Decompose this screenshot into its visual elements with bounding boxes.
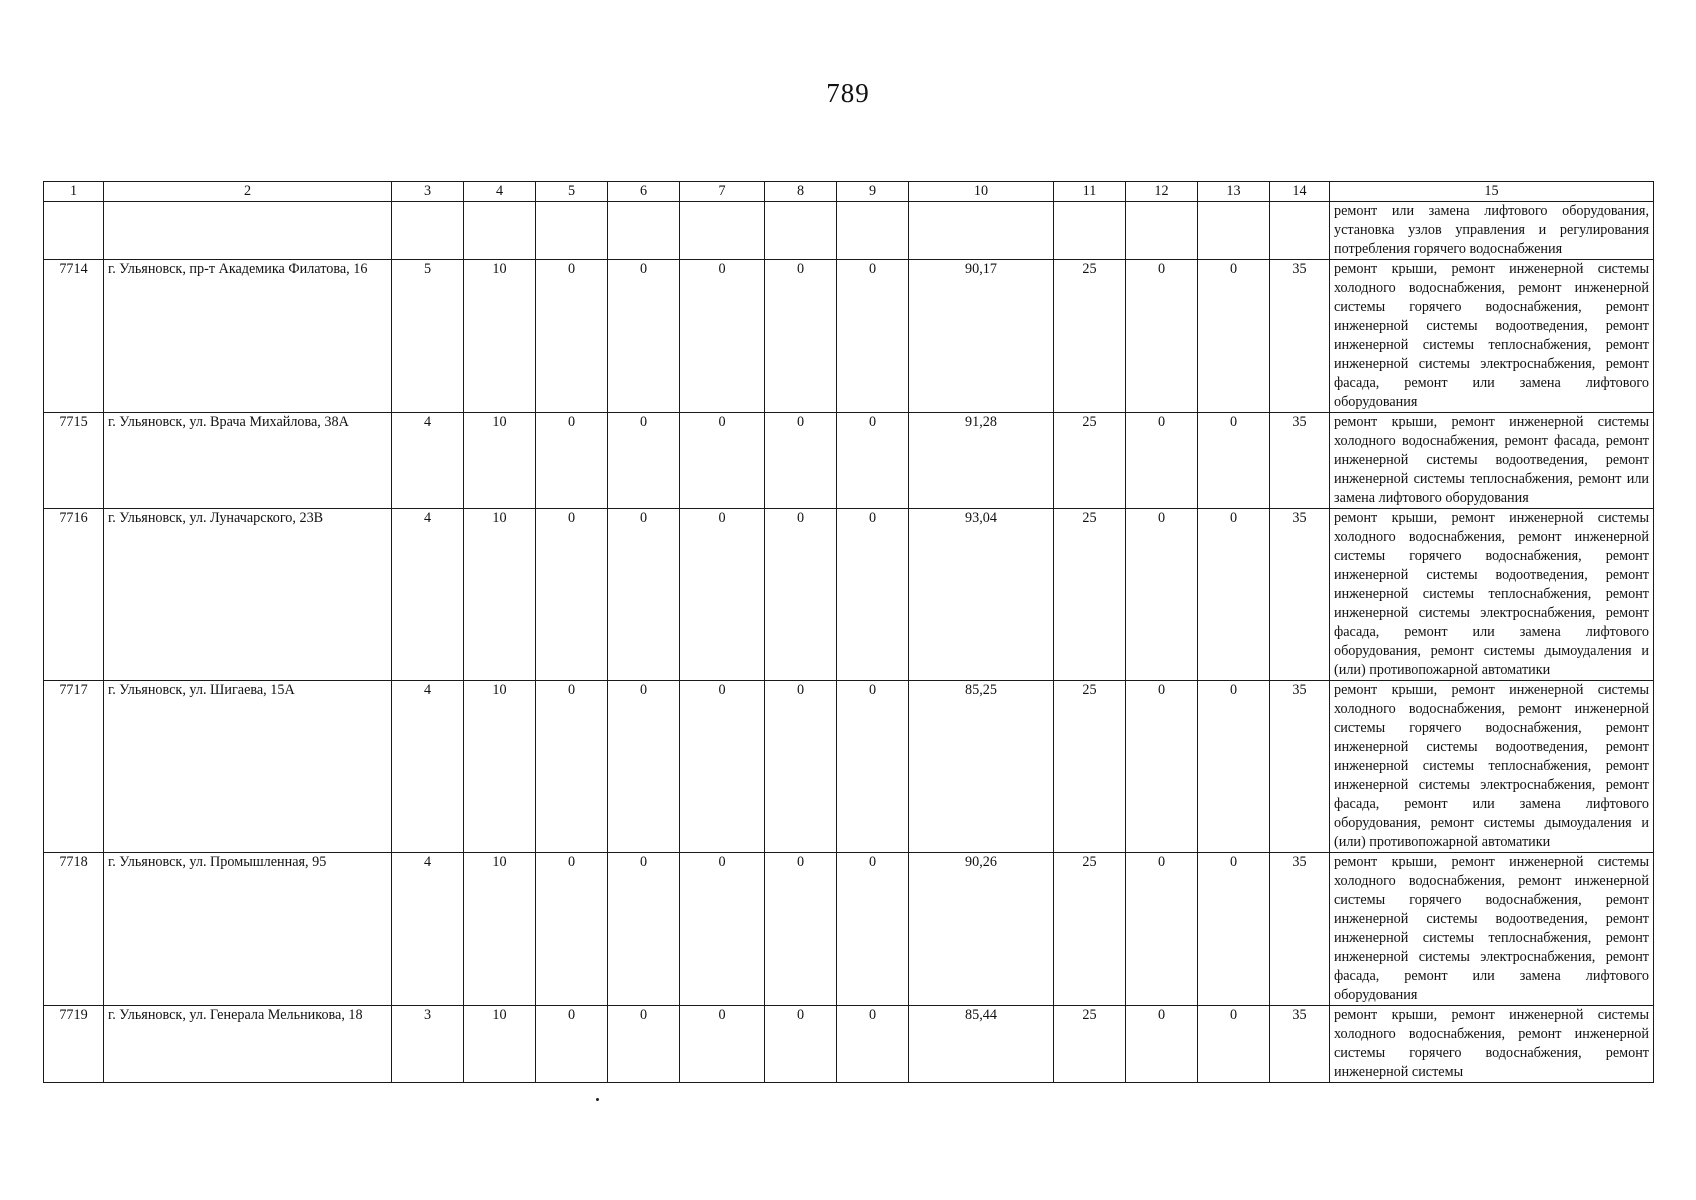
table-row <box>44 260 1654 413</box>
col-14-value: 35 <box>1270 853 1330 1006</box>
col-4-value <box>464 202 536 260</box>
column-number: 8 <box>765 182 837 202</box>
col-13-value: 0 <box>1198 1006 1270 1083</box>
table-row <box>44 853 1654 1006</box>
row-id: 7714 <box>44 260 104 413</box>
col-4-value: 10 <box>464 413 536 509</box>
col-4-value: 10 <box>464 1006 536 1083</box>
col-3-value: 5 <box>392 260 464 413</box>
col-12-value: 0 <box>1126 1006 1198 1083</box>
column-number: 3 <box>392 182 464 202</box>
col-5-value <box>536 202 608 260</box>
address <box>104 202 392 260</box>
col-3-value: 4 <box>392 413 464 509</box>
col-13-value <box>1198 202 1270 260</box>
col-8-value: 0 <box>765 413 837 509</box>
address: г. Ульяновск, ул. Шигаева, 15А <box>104 681 392 853</box>
col-8-value: 0 <box>765 681 837 853</box>
col-7-value: 0 <box>680 853 765 1006</box>
col-8-value: 0 <box>765 509 837 681</box>
col-7-value: 0 <box>680 681 765 853</box>
col-9-value: 0 <box>837 413 909 509</box>
col-5-value: 0 <box>536 260 608 413</box>
column-number: 12 <box>1126 182 1198 202</box>
row-id: 7716 <box>44 509 104 681</box>
col-6-value: 0 <box>608 260 680 413</box>
col-6-value <box>608 202 680 260</box>
col-12-value: 0 <box>1126 413 1198 509</box>
col-9-value: 0 <box>837 1006 909 1083</box>
col-9-value: 0 <box>837 260 909 413</box>
row-id: 7719 <box>44 1006 104 1083</box>
col-10-value: 93,04 <box>909 509 1054 681</box>
address: г. Ульяновск, ул. Промышленная, 95 <box>104 853 392 1006</box>
col-12-value: 0 <box>1126 509 1198 681</box>
repair-works: ремонт крыши, ремонт инженерной системы холодного водоснабжения, ремонт инженерной системы горячего водоснабжения, ремонт инженерной системы водоотведения, ремонт инженерной системы теплоснабжения, ремонт инженерной системы электроснабжения, ремонт фасада, ремонт или замена лифтового оборудования, ремонт системы дымоудаления и (или) противопожарной автоматики <box>1330 681 1654 853</box>
col-7-value <box>680 202 765 260</box>
col-8-value: 0 <box>765 1006 837 1083</box>
page-number: 789 <box>826 78 870 108</box>
repair-works: ремонт крыши, ремонт инженерной системы холодного водоснабжения, ремонт фасада, ремонт инженерной системы водоотведения, ремонт инженерной системы теплоснабжения, ремонт или замена лифтового оборудования <box>1330 413 1654 509</box>
col-5-value: 0 <box>536 1006 608 1083</box>
col-7-value: 0 <box>680 260 765 413</box>
column-number: 9 <box>837 182 909 202</box>
table-row <box>44 509 1654 681</box>
col-14-value: 35 <box>1270 413 1330 509</box>
col-11-value: 25 <box>1054 509 1126 681</box>
housing-repair-table <box>43 181 1654 1083</box>
row-id: 7718 <box>44 853 104 1006</box>
col-5-value: 0 <box>536 509 608 681</box>
col-14-value: 35 <box>1270 681 1330 853</box>
address: г. Ульяновск, пр-т Академика Филатова, 16 <box>104 260 392 413</box>
address: г. Ульяновск, ул. Генерала Мельникова, 18 <box>104 1006 392 1083</box>
col-14-value: 35 <box>1270 260 1330 413</box>
repair-works: ремонт крыши, ремонт инженерной системы холодного водоснабжения, ремонт инженерной системы горячего водоснабжения, ремонт инженерной системы водоотведения, ремонт инженерной системы теплоснабжения, ремонт инженерной системы электроснабжения, ремонт фасада, ремонт или замена лифтового оборудования <box>1330 260 1654 413</box>
col-10-value: 85,25 <box>909 681 1054 853</box>
address: г. Ульяновск, ул. Врача Михайлова, 38А <box>104 413 392 509</box>
col-5-value: 0 <box>536 681 608 853</box>
col-3-value <box>392 202 464 260</box>
col-6-value: 0 <box>608 681 680 853</box>
row-id: 7715 <box>44 413 104 509</box>
column-number: 6 <box>608 182 680 202</box>
col-5-value: 0 <box>536 853 608 1006</box>
col-10-value: 90,17 <box>909 260 1054 413</box>
col-10-value <box>909 202 1054 260</box>
col-11-value: 25 <box>1054 853 1126 1006</box>
col-14-value: 35 <box>1270 509 1330 681</box>
col-11-value: 25 <box>1054 413 1126 509</box>
col-14-value <box>1270 202 1330 260</box>
repair-works: ремонт крыши, ремонт инженерной системы холодного водоснабжения, ремонт инженерной системы горячего водоснабжения, ремонт инженерной системы водоотведения, ремонт инженерной системы теплоснабжения, ремонт инженерной системы электроснабжения, ремонт фасада, ремонт или замена лифтового оборудования, ремонт системы дымоудаления и (или) противопожарной автоматики <box>1330 509 1654 681</box>
repair-works: ремонт крыши, ремонт инженерной системы холодного водоснабжения, ремонт инженерной системы горячего водоснабжения, ремонт инженерной системы <box>1330 1006 1654 1083</box>
column-number: 2 <box>104 182 392 202</box>
column-number-row <box>44 182 1654 202</box>
col-4-value: 10 <box>464 509 536 681</box>
col-10-value: 90,26 <box>909 853 1054 1006</box>
col-13-value: 0 <box>1198 413 1270 509</box>
col-13-value: 0 <box>1198 260 1270 413</box>
table-row <box>44 681 1654 853</box>
col-11-value: 25 <box>1054 681 1126 853</box>
col-6-value: 0 <box>608 509 680 681</box>
column-number: 14 <box>1270 182 1330 202</box>
col-12-value <box>1126 202 1198 260</box>
col-8-value: 0 <box>765 853 837 1006</box>
scan-speck <box>596 1098 599 1101</box>
col-12-value: 0 <box>1126 681 1198 853</box>
col-3-value: 4 <box>392 853 464 1006</box>
repair-works: ремонт крыши, ремонт инженерной системы холодного водоснабжения, ремонт инженерной системы горячего водоснабжения, ремонт инженерной системы водоотведения, ремонт инженерной системы теплоснабжения, ремонт инженерной системы электроснабжения, ремонт фасада, ремонт или замена лифтового оборудования <box>1330 853 1654 1006</box>
col-5-value: 0 <box>536 413 608 509</box>
col-6-value: 0 <box>608 853 680 1006</box>
column-number: 1 <box>44 182 104 202</box>
col-13-value: 0 <box>1198 681 1270 853</box>
col-10-value: 91,28 <box>909 413 1054 509</box>
column-number: 5 <box>536 182 608 202</box>
col-12-value: 0 <box>1126 260 1198 413</box>
col-3-value: 4 <box>392 509 464 681</box>
column-number: 13 <box>1198 182 1270 202</box>
col-8-value <box>765 202 837 260</box>
col-13-value: 0 <box>1198 853 1270 1006</box>
col-3-value: 3 <box>392 1006 464 1083</box>
col-12-value: 0 <box>1126 853 1198 1006</box>
col-11-value <box>1054 202 1126 260</box>
col-9-value: 0 <box>837 509 909 681</box>
col-7-value: 0 <box>680 1006 765 1083</box>
column-number: 7 <box>680 182 765 202</box>
repair-works: ремонт или замена лифтового оборудования, установка узлов управления и регулирования потребления горячего водоснабжения <box>1330 202 1654 260</box>
col-6-value: 0 <box>608 413 680 509</box>
row-id: 7717 <box>44 681 104 853</box>
col-7-value: 0 <box>680 413 765 509</box>
col-4-value: 10 <box>464 260 536 413</box>
column-number: 15 <box>1330 182 1654 202</box>
row-id <box>44 202 104 260</box>
col-6-value: 0 <box>608 1006 680 1083</box>
table-row <box>44 1006 1654 1083</box>
col-14-value: 35 <box>1270 1006 1330 1083</box>
column-number: 4 <box>464 182 536 202</box>
column-number: 10 <box>909 182 1054 202</box>
col-11-value: 25 <box>1054 1006 1126 1083</box>
address: г. Ульяновск, ул. Луначарского, 23В <box>104 509 392 681</box>
table-row <box>44 413 1654 509</box>
col-4-value: 10 <box>464 681 536 853</box>
col-9-value: 0 <box>837 853 909 1006</box>
col-4-value: 10 <box>464 853 536 1006</box>
table-row-continuation <box>44 202 1654 260</box>
col-9-value <box>837 202 909 260</box>
col-7-value: 0 <box>680 509 765 681</box>
col-9-value: 0 <box>837 681 909 853</box>
col-13-value: 0 <box>1198 509 1270 681</box>
col-11-value: 25 <box>1054 260 1126 413</box>
column-number: 11 <box>1054 182 1126 202</box>
col-3-value: 4 <box>392 681 464 853</box>
col-10-value: 85,44 <box>909 1006 1054 1083</box>
col-8-value: 0 <box>765 260 837 413</box>
